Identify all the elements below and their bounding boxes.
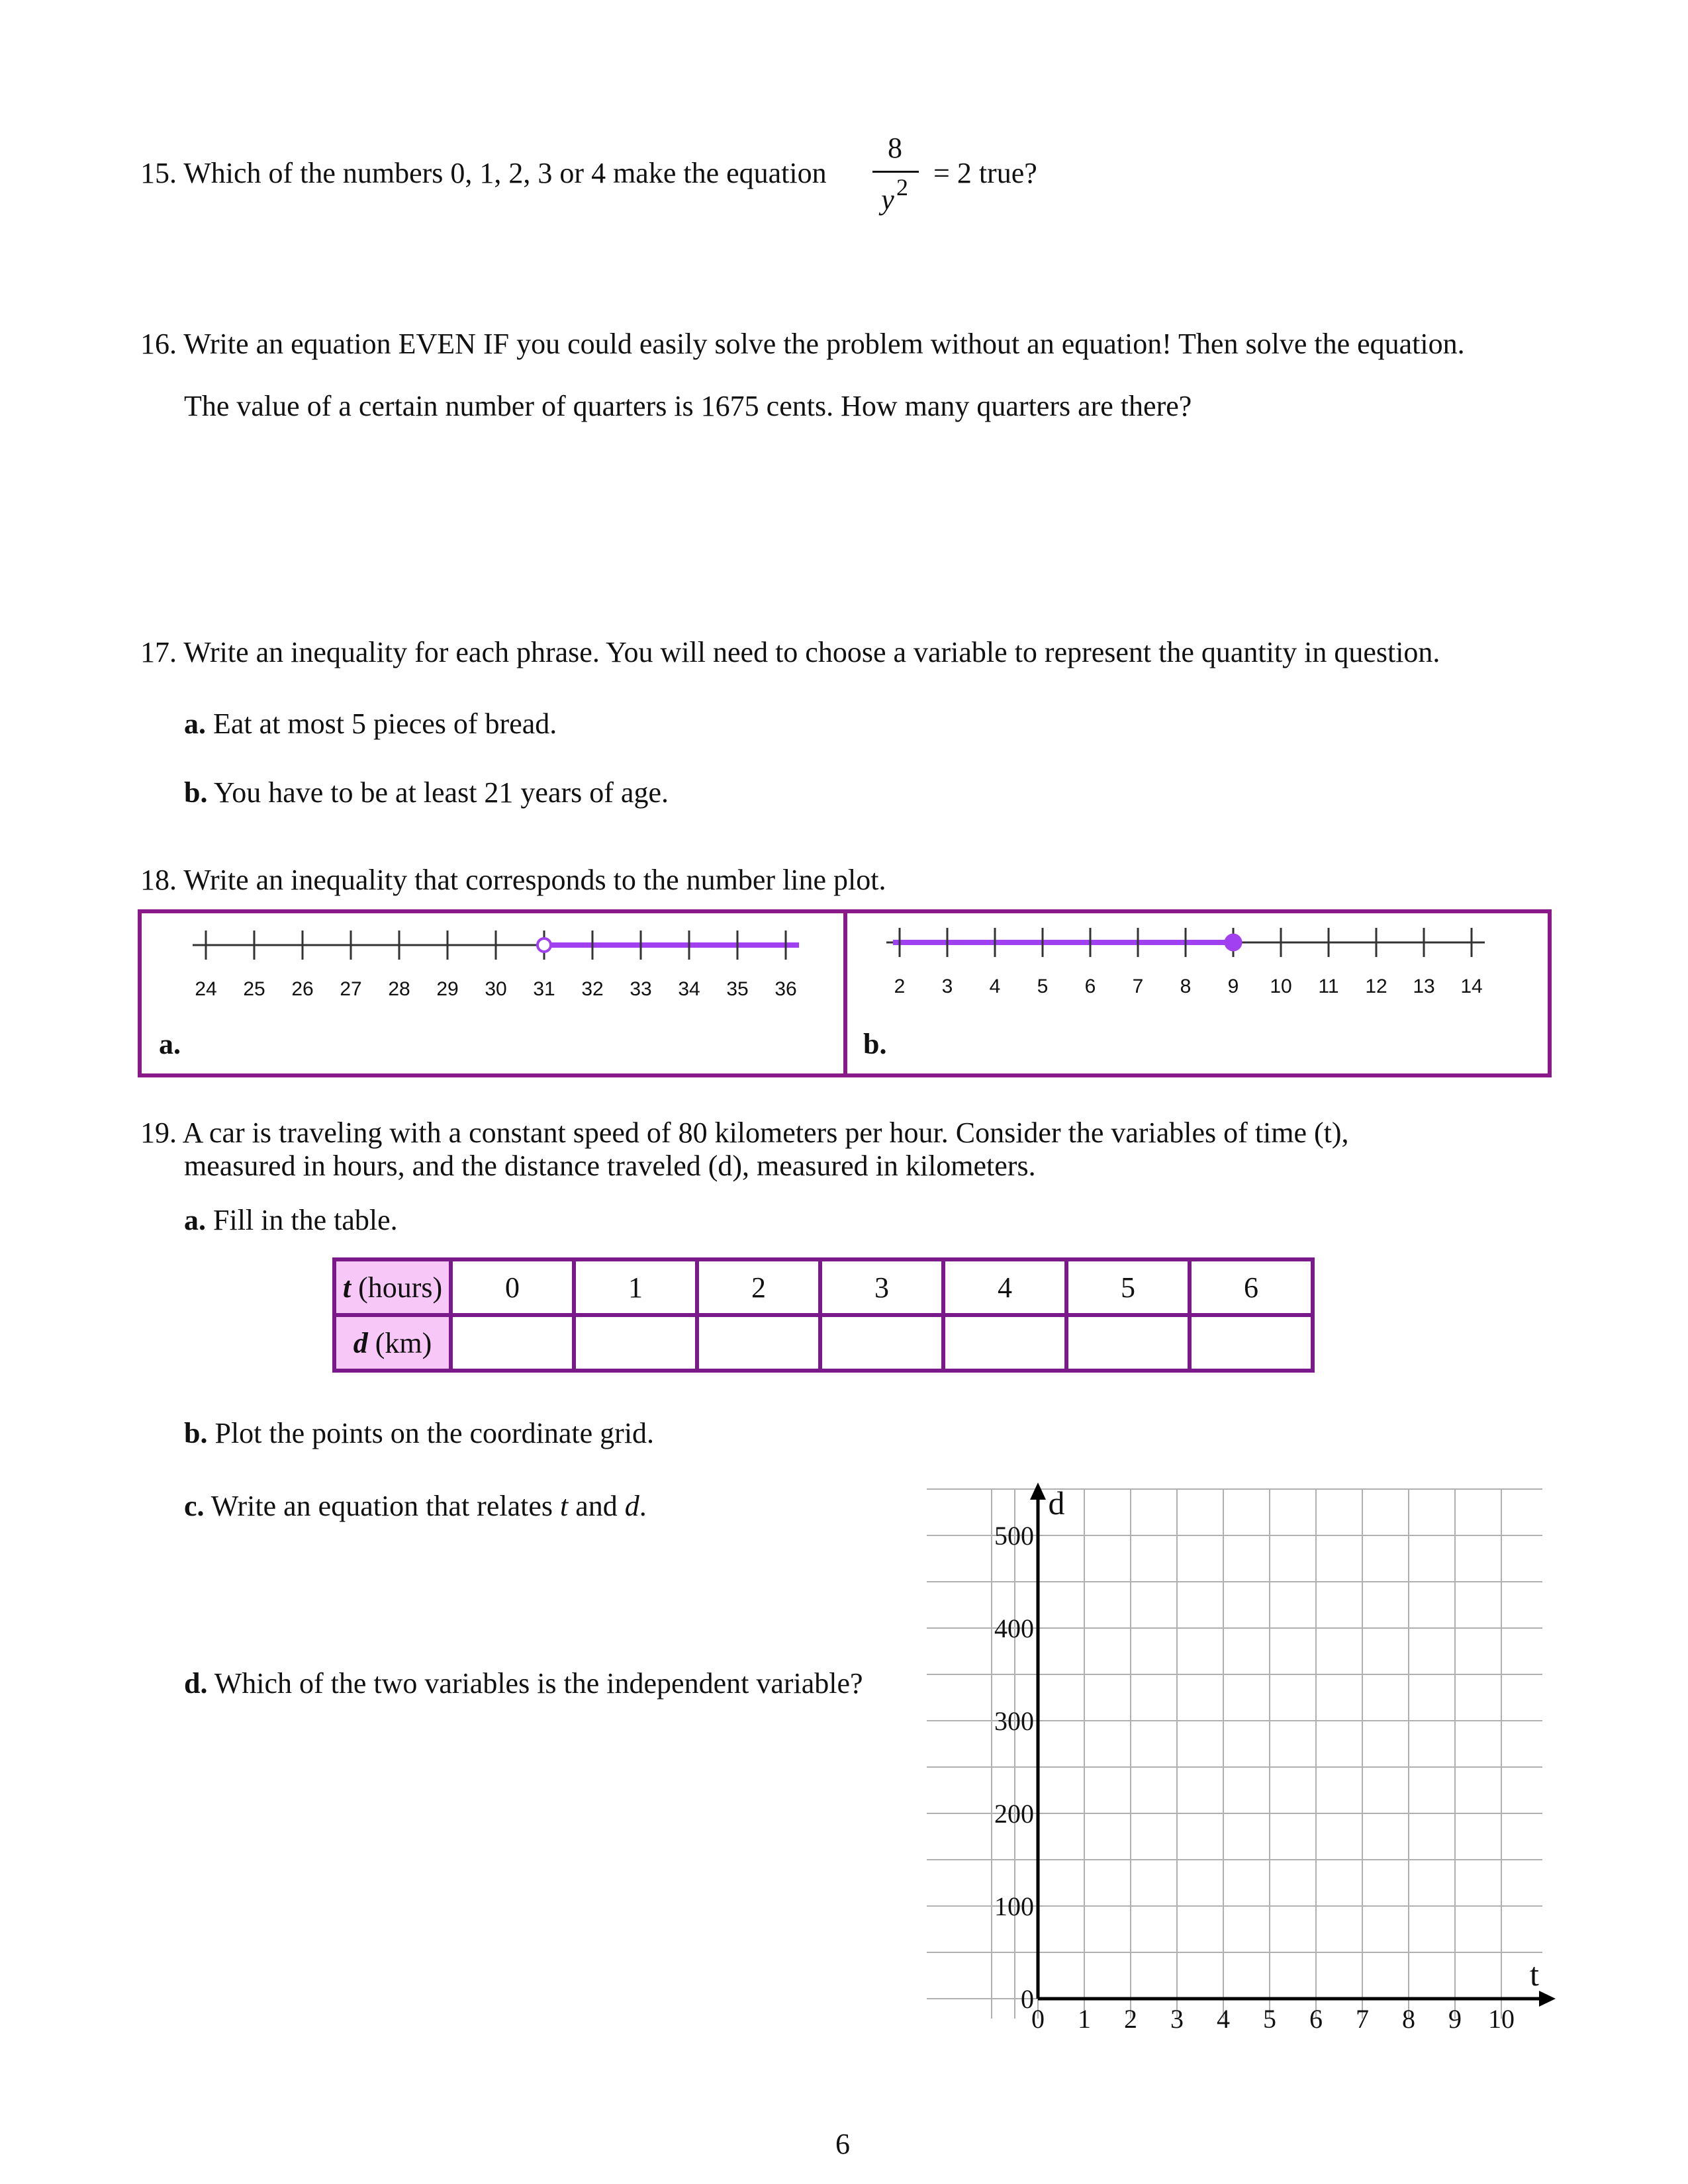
grid-t-tick-label: 2	[1124, 2004, 1137, 2034]
q19-b	[184, 1416, 654, 1451]
q19-prompt-line1	[140, 1116, 1349, 1150]
number-line-tick-label: 13	[1413, 976, 1435, 997]
number-line-tick-label: 10	[1270, 976, 1292, 997]
time-distance-table	[332, 1257, 1315, 1373]
number-line-tick-label: 25	[243, 978, 265, 1000]
number-line-tick-label: 2	[894, 976, 906, 997]
grid-t-tick-label: 4	[1217, 2004, 1230, 2034]
number-line-tick-label: 11	[1318, 976, 1339, 997]
number-line-tick-label: 34	[678, 978, 700, 1000]
q19-c-and: and	[575, 1490, 618, 1522]
q19-c-text: Write an equation that relates	[211, 1490, 553, 1522]
q18-b-label: b.	[863, 1028, 887, 1060]
number-line-tick-label: 24	[195, 978, 217, 1000]
grid-t-tick-label: 3	[1170, 2004, 1184, 2034]
table-cell-d3[interactable]	[820, 1315, 943, 1371]
table-header-d: d (km)	[334, 1315, 451, 1371]
q19-a-label: a.	[184, 1204, 206, 1236]
table-cell-t6: 6	[1190, 1259, 1313, 1315]
table-cell-d4[interactable]	[943, 1315, 1066, 1371]
q16-problem: The value of a certain number of quarters is 1675 cents. How many quarters are there?	[184, 390, 1192, 422]
number-line-tick-label: 12	[1365, 976, 1387, 997]
number-line-closed-point	[1225, 934, 1241, 950]
q15-fraction-bar	[872, 171, 919, 173]
q15-rest: = 2 true?	[933, 157, 1037, 189]
q19-prompt-line2: measured in hours, and the distance traveled (d), measured in kilometers.	[184, 1150, 1036, 1182]
table-cell-t1: 1	[574, 1259, 697, 1315]
grid-d-tick-label: 0	[1021, 1984, 1034, 2014]
number-line-tick-label: 3	[941, 976, 953, 997]
q18-box-b	[843, 909, 1552, 1077]
q16-prompt: 16. Write an equation EVEN IF you could easily solve the problem without an equation! Then solve the equation.	[140, 328, 1465, 360]
q19-c-end: .	[639, 1490, 647, 1522]
q17-a	[184, 707, 557, 741]
q15-numerator: 8	[888, 132, 902, 164]
number-line-tick-label: 7	[1132, 976, 1144, 997]
q19-prompt-line1-text: 19. A car is traveling with a constant speed of 80 kilometers per hour. Consider the variables of time (t),	[140, 1116, 1349, 1149]
grid-d-tick-label: 200	[994, 1799, 1034, 1829]
q19-c-var-d: d	[624, 1490, 639, 1522]
d-axis-arrow	[1030, 1482, 1046, 1500]
table-cell-t0: 0	[451, 1259, 574, 1315]
grid-d-label: d	[1048, 1484, 1065, 1522]
number-line-tick-label: 27	[340, 978, 362, 1000]
number-line-tick-label: 33	[630, 978, 652, 1000]
q19-d-label: d.	[184, 1667, 208, 1700]
table-cell-d5[interactable]	[1066, 1315, 1190, 1371]
q19-d-text: Which of the two variables is the independent variable?	[214, 1667, 863, 1700]
q15-text: 15. Which of the numbers 0, 1, 2, 3 or 4 make the equation	[140, 157, 827, 189]
grid-d-tick-label: 100	[994, 1891, 1034, 1921]
q18-prompt: 18. Write an inequality that corresponds to the number line plot.	[140, 864, 886, 896]
number-line-tick-label: 4	[989, 976, 1001, 997]
table-cell-t3: 3	[820, 1259, 943, 1315]
table-cell-t4: 4	[943, 1259, 1066, 1315]
number-line-tick-label: 26	[291, 978, 314, 1000]
q17-b-text: You have to be at least 21 years of age.	[213, 776, 669, 809]
number-line-tick-label: 36	[774, 978, 797, 1000]
table-cell-d2[interactable]	[697, 1315, 820, 1371]
grid-t-tick-label: 10	[1488, 2004, 1515, 2034]
table-row-d	[334, 1315, 1313, 1371]
number-line-tick-label: 35	[726, 978, 749, 1000]
number-line-a	[142, 913, 843, 1073]
number-line-tick-label: 28	[388, 978, 410, 1000]
q17-prompt: 17. Write an inequality for each phrase. You will need to choose a variable to represent the quantity in question.	[140, 636, 1440, 668]
number-line-tick-label: 31	[533, 978, 555, 1000]
number-line-tick-label: 5	[1037, 976, 1049, 997]
q19-c-label: c.	[184, 1490, 205, 1522]
q17-a-text: Eat at most 5 pieces of bread.	[213, 707, 557, 740]
grid-d-tick-label: 500	[994, 1521, 1034, 1551]
number-line-open-point	[538, 938, 551, 952]
grid-t-tick-label: 5	[1263, 2004, 1276, 2034]
table-row-t	[334, 1259, 1313, 1315]
q17-b	[184, 776, 669, 810]
number-line-tick-label: 14	[1460, 976, 1483, 997]
grid-t-tick-label: 6	[1309, 2004, 1323, 2034]
q19-c	[184, 1489, 647, 1524]
grid-t-tick-label: 9	[1448, 2004, 1462, 2034]
q19-b-text: Plot the points on the coordinate grid.	[214, 1417, 655, 1449]
q15-exponent: 2	[896, 174, 908, 201]
table-cell-d6[interactable]	[1190, 1315, 1313, 1371]
number-line-b	[847, 913, 1548, 1073]
grid-t-tick-label: 8	[1402, 2004, 1415, 2034]
grid-t-tick-label: 0	[1031, 2004, 1045, 2034]
page-number: 6	[835, 2128, 850, 2160]
number-line-tick-label: 32	[581, 978, 604, 1000]
number-line-tick-label: 9	[1227, 976, 1239, 997]
q18-a-label: a.	[159, 1028, 181, 1060]
number-line-tick-label: 30	[485, 978, 507, 1000]
q17-a-label: a.	[184, 707, 206, 740]
q18-box-a	[138, 909, 847, 1077]
grid-d-tick-label: 400	[994, 1614, 1034, 1643]
q19-a	[184, 1203, 398, 1238]
grid-t-tick-label: 1	[1078, 2004, 1091, 2034]
grid-t-tick-label: 7	[1356, 2004, 1369, 2034]
table-header-t: t (hours)	[334, 1259, 451, 1315]
number-line-tick-label: 29	[436, 978, 459, 1000]
coordinate-grid[interactable]	[927, 1476, 1562, 2058]
table-cell-t5: 5	[1066, 1259, 1190, 1315]
q17-b-label: b.	[184, 776, 208, 809]
number-line-tick-label: 8	[1180, 976, 1192, 997]
t-axis-arrow	[1539, 1991, 1556, 2007]
grid-d-tick-label: 300	[994, 1706, 1034, 1736]
table-cell-t2: 2	[697, 1259, 820, 1315]
table-cell-d1[interactable]	[574, 1315, 697, 1371]
q15-denominator: y	[881, 183, 894, 216]
table-cell-d0[interactable]	[451, 1315, 574, 1371]
q19-a-text: Fill in the table.	[213, 1204, 398, 1236]
q19-b-label: b.	[184, 1417, 208, 1449]
q19-c-var-t: t	[559, 1490, 569, 1522]
grid-t-label: t	[1530, 1956, 1539, 1993]
number-line-tick-label: 6	[1084, 976, 1096, 997]
q19-d	[184, 1666, 863, 1701]
